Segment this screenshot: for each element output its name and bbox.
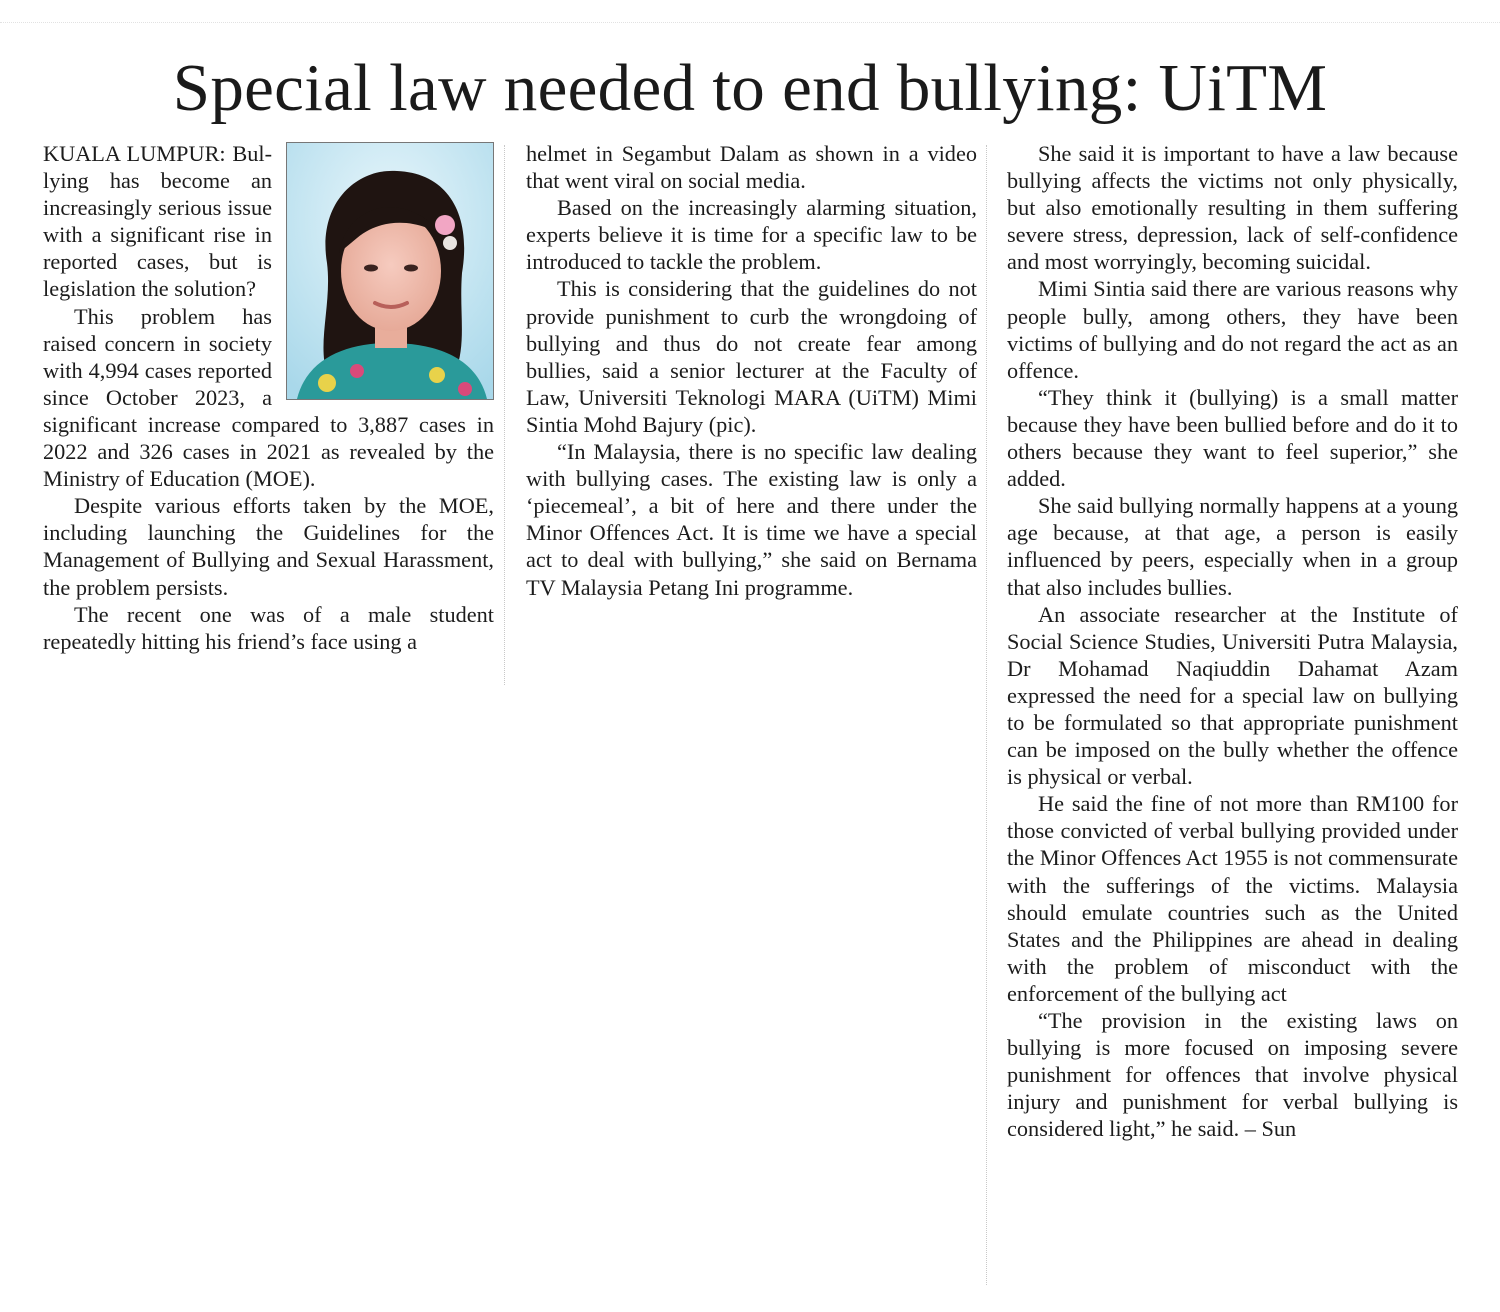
- paragraph: Mimi Sintia said there are various reasons why people bully, among others, they have been victims of bullying and do not regard the act as an offence.: [1007, 276, 1458, 383]
- paragraph: An associate researcher at the Institute of Social Science Studies, Universiti Putra Malaysia, Dr Mohamad Naqiuddin Dahamat Azam expressed the need for a special law on bullying to be formulated so that appropriate punishment can be imposed on the bully whether the offence is physical or verbal.: [1007, 601, 1458, 790]
- portrait-photo: [286, 142, 494, 400]
- paragraph: “They think it (bullying) is a small matter because they have been bullied before and do it to others because they want to feel superior,” she added.: [1007, 384, 1458, 492]
- article-column-1: [43, 140, 494, 655]
- portrait-photo-icon: [287, 143, 493, 399]
- headline: Special law needed to end bullying: UiTM: [172, 51, 1328, 125]
- paragraph: The recent one was of a male student repeatedly hitting his friend’s face using a: [43, 601, 494, 654]
- column-divider: [504, 145, 505, 685]
- paragraph: “The provision in the existing laws on bullying is more focused on imposing severe punishment for offences that involve physical injury and punishment for verbal bullying is considered light,” he said. – Sun: [1007, 1008, 1458, 1142]
- paragraph: Based on the increasingly alarming situation, experts believe it is time for a specific law to be introduced to tackle the problem.: [526, 195, 977, 275]
- article-column-2: [526, 140, 977, 601]
- paragraph: This is considering that the guidelines do not provide punishment to curb the wrongdoing of bullying and thus do not create fear among bullies, said a senior lecturer at the Faculty of Law, Universiti Teknologi MARA (UiTM) Mimi Sintia Mohd Bajury (pic).: [526, 276, 977, 437]
- paragraph: He said the fine of not more than RM100 for those convicted of verbal bullying provided under the Minor Offences Act 1955 is not commensurate with the sufferings of the victims. Malaysia should emulate countries such as the United States and the Philippines are ahead in dealing with the problem of misconduct with the enforcement of the bullying act: [1007, 791, 1458, 1006]
- paragraph: Despite various efforts taken by the MOE, including launching the Guidelines for the Management of Bullying and Sexual Harassment, the problem persists.: [43, 493, 494, 600]
- page-top-border: [0, 22, 1500, 23]
- column-divider: [986, 145, 987, 1285]
- paragraph: This problem has raised concern in society with 4,994 cases reported since October 2023, a significant increase compared to 3,887 cases in 2022 and 326 cases in 2021 as revealed by the Ministry of Education (MOE).: [43, 303, 494, 492]
- paragraph: She said it is important to have a law because bullying affects the victims not only physically, but also emotionally resulting in them suffering severe stress, depression, lack of self-confidence and most worryingly, becoming suicidal.: [1007, 141, 1458, 275]
- paragraph: helmet in Segambut Dalam as shown in a video that went viral on social media.: [526, 141, 977, 194]
- article-column-3: [1007, 140, 1458, 1142]
- paragraph: “In Malaysia, there is no specific law dealing with bullying cases. The existing law is only a ‘piecemeal’, a bit of here and there under the Minor Offences Act. It is time we have a special act to deal with bullying,” she said on Bernama TV Malaysia Petang Ini programme.: [526, 439, 977, 600]
- paragraph: She said bullying normally happens at a young age because, at that age, a person is easily influenced by peers, especially when in a group that also includes bullies.: [1007, 493, 1458, 600]
- paragraph: KUALA LUMPUR: Bullying has become an increasingly serious issue with a significant rise in reported cases, but is legislation the solution?: [43, 141, 272, 302]
